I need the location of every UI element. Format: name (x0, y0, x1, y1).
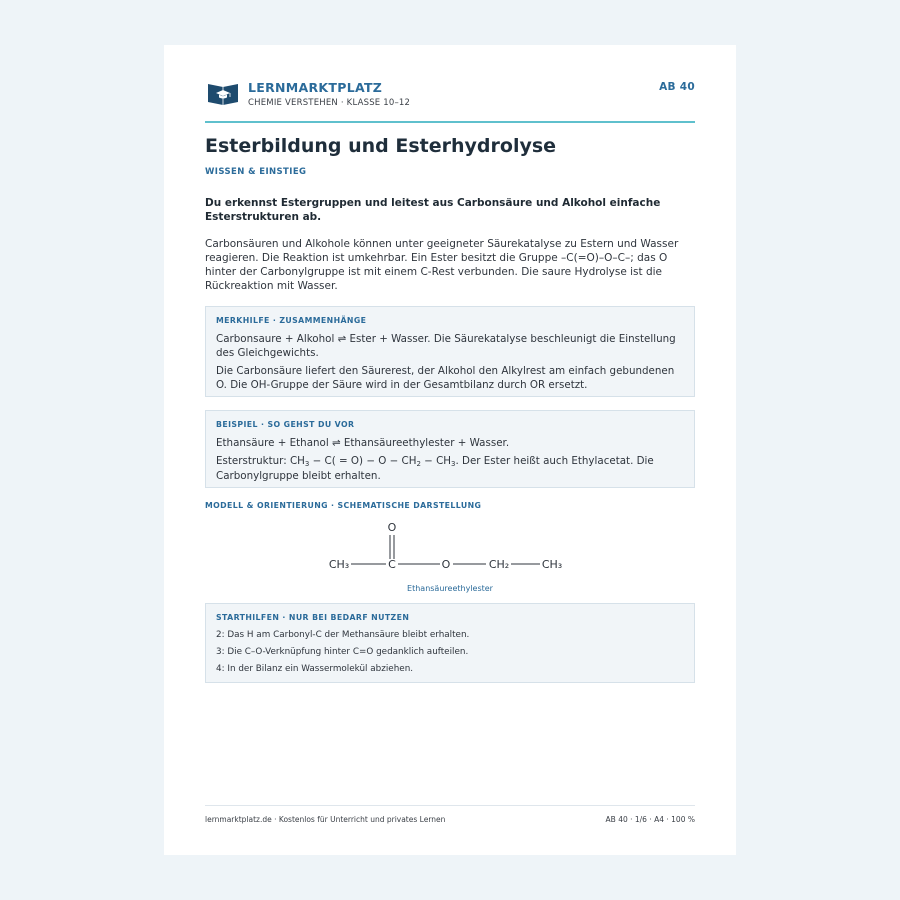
formula-part: − C( = O) − O − CH (309, 455, 417, 467)
atom-ch3-left: CH₃ (328, 558, 350, 571)
merkhilfe-text-2: Die Carbonsäure liefert den Säurerest, der Alkohol den Alkylrest am einfach gebundenen O. Die OH-Gruppe der Säure wird in der Gesamtbilanz durch OR ersetzt. (216, 365, 675, 391)
formula-subscript: 3 (304, 460, 310, 468)
beispiel-box (205, 410, 695, 488)
worksheet-page (164, 45, 736, 855)
formula-subscript: 3 (451, 460, 456, 468)
page-header (205, 80, 695, 122)
merkhilfe-text-1: Carbonsaure + Alkohol ⇌ Ester + Wasser. Die Säurekatalyse beschleunigt die Einstellung des Gleichgewichts. (216, 333, 676, 359)
starthilfen-label: STARTHILFEN · NUR BEI BEDARF NUTZEN (216, 613, 410, 622)
beispiel-label: BEISPIEL · SO GEHST DU VOR (216, 420, 355, 429)
atom-ch3-right: CH₃ (541, 558, 563, 571)
merkhilfe-box (205, 306, 695, 397)
model-section-label: MODELL & ORIENTIERUNG · SCHEMATISCHE DARSTELLUNG (205, 501, 482, 510)
ester-formula (290, 455, 456, 467)
formula-subscript: 2 (416, 460, 421, 468)
header-divider (205, 121, 695, 123)
atom-ch2: CH₂ (488, 558, 510, 571)
beispiel-text-1: Ethansäure + Ethanol ⇌ Ethansäureethylester + Wasser. (216, 437, 510, 449)
hint-item: 3: Die C–O-Verknüpfung hinter C=O gedanklich aufteilen. (216, 647, 469, 657)
atom-c: C (388, 558, 396, 571)
brand-name: LERNMARKTPLATZ (248, 80, 383, 95)
atom-o-top: O (387, 521, 397, 534)
graduation-book-icon (207, 80, 239, 106)
footer-site: lernmarktplatz.de · Kostenlos für Unterricht und privates Lernen (205, 815, 446, 824)
page-title: Esterbildung und Esterhydrolyse (205, 135, 557, 157)
hint-item: 2: Das H am Carbonyl-C der Methansäure bleibt erhalten. (216, 630, 470, 640)
atom-o-mid: O (441, 558, 451, 571)
intro-paragraph: Carbonsäuren und Alkohole können unter geeigneter Säurekatalyse zu Estern und Wasser reagieren. Die Reaktion ist umkehrbar. Ein Ester besitzt die Gruppe –C(=O)–O–C–; das O hinter der Carbonylgruppe ist mit einem C-Rest verbunden. Die saure Hydrolyse ist die Rückreaktion mit Wasser. (205, 238, 679, 292)
starthilfen-box (205, 603, 695, 683)
learning-goal: Du erkennst Estergruppen und leitest aus Carbonsäure und Alkohol einfache Esterstrukturen ab. (205, 197, 661, 223)
merkhilfe-label: MERKHILFE · ZUSAMMENHÄNGE (216, 316, 367, 325)
footer-divider (205, 805, 695, 806)
sheet-number: AB 40 (659, 81, 695, 93)
formula-part: − CH (420, 455, 452, 467)
footer-page-info: AB 40 · 1/6 · A4 · 100 % (605, 815, 695, 824)
brand-subtitle: CHEMIE VERSTEHEN · KLASSE 10–12 (248, 98, 411, 108)
ester-structure-diagram (328, 515, 578, 581)
formula-part: CH (289, 455, 305, 467)
beispiel-text-2 (216, 454, 684, 483)
hint-item: 4: In der Bilanz ein Wassermolekül abziehen. (216, 664, 414, 674)
section-kicker: WISSEN & EINSTIEG (205, 167, 307, 177)
structure-caption: Ethansäureethylester (407, 584, 493, 593)
beispiel-suffix: . Der Ester heißt auch Ethylacetat. Die Carbonylgruppe bleibt erhalten. (216, 455, 654, 482)
beispiel-prefix: Esterstruktur: (216, 455, 290, 467)
